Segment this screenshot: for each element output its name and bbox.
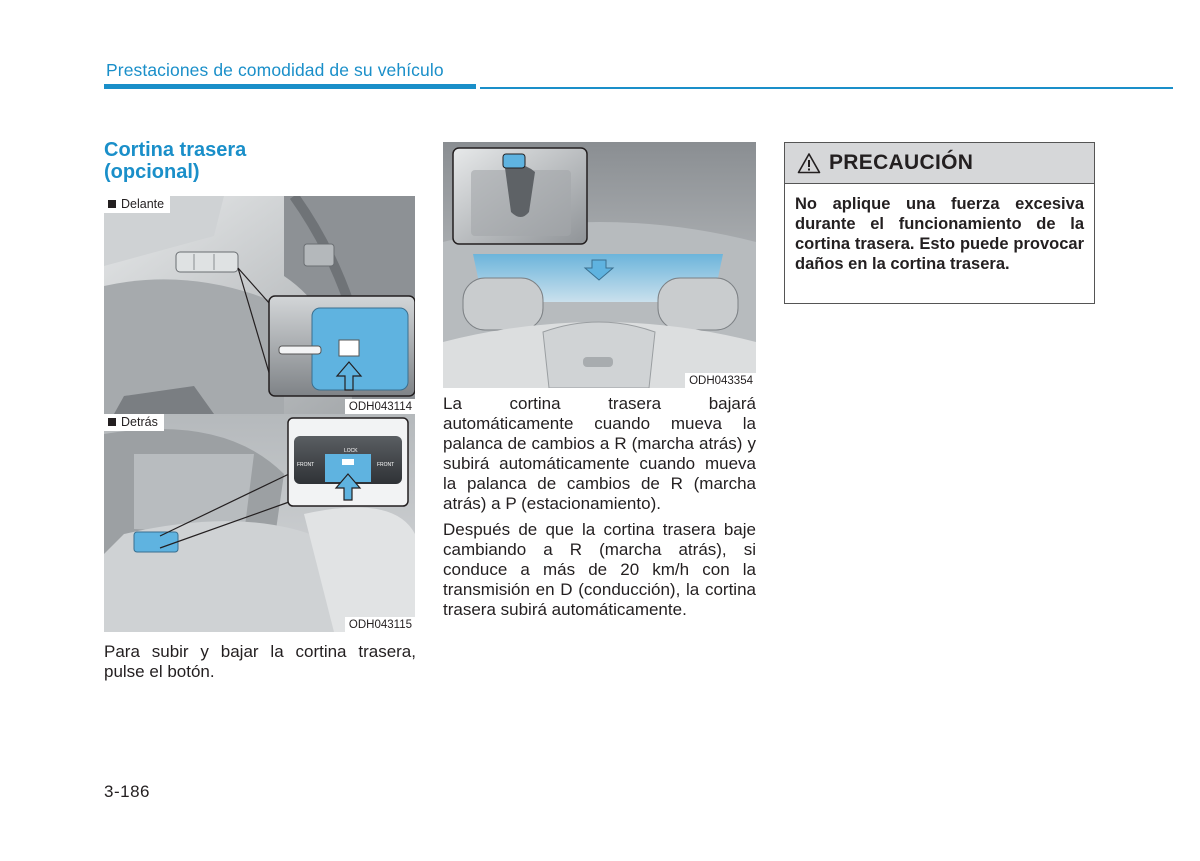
rear-switch-front-left-label: FRONT (297, 462, 315, 468)
middle-paragraph-1: La cortina trasera bajará automáticamente cuando mueva la palanca de cambios a R (marcha atrás) y subirá automáticamente cuando mueva la palanca de cambios de R (marcha atrás) a P (estacionamiento). (443, 394, 756, 513)
rear-seat-illustration (104, 414, 415, 632)
heading-line-1: Cortina trasera (104, 139, 247, 161)
figure-rear-tag (104, 414, 164, 431)
front-dashboard-illustration (104, 196, 415, 414)
caution-header (785, 143, 1094, 184)
figure-front-switch (104, 196, 415, 414)
figure-front-tag (104, 196, 170, 213)
left-column-text (104, 642, 416, 688)
figure-cabin (443, 142, 756, 388)
figure-rear-tag-label: Detrás (121, 415, 158, 429)
cabin-illustration (443, 142, 756, 388)
figure-cabin-code: ODH043354 (685, 373, 756, 388)
page-heading (104, 139, 246, 183)
caution-text: No aplique una fuerza excesiva durante el funcionamiento de la cortina trasera. Esto puede provocar daños en la cortina trasera. (795, 195, 1084, 273)
rear-switch-lock-label: LOCK (344, 448, 358, 454)
heading-line-2: (opcional) (104, 161, 200, 183)
caution-title: PRECAUCIÓN (829, 151, 974, 174)
page-number: 3-186 (104, 782, 150, 801)
figure-rear-code: ODH043115 (345, 617, 415, 632)
left-paragraph: Para subir y bajar la cortina trasera, pulse el botón. (104, 642, 416, 681)
middle-paragraph-2: Después de que la cortina trasera baje cambiando a R (marcha atrás), si conduce a más de 20 km/h con la transmisión en D (conducción), la cortina trasera subirá automáticamente. (443, 520, 756, 619)
middle-column-text (443, 394, 756, 626)
rear-switch-front-right-label: FRONT (377, 462, 395, 468)
warning-triangle-icon (797, 152, 821, 174)
figure-front-code: ODH043114 (345, 399, 415, 414)
header-rule-thick (104, 84, 476, 89)
header-rule-thin (480, 87, 1173, 89)
section-title: Prestaciones de comodidad de su vehículo (106, 60, 444, 80)
caution-box (784, 142, 1095, 304)
figure-rear-switch (104, 414, 415, 632)
figure-front-tag-label: Delante (121, 197, 165, 211)
